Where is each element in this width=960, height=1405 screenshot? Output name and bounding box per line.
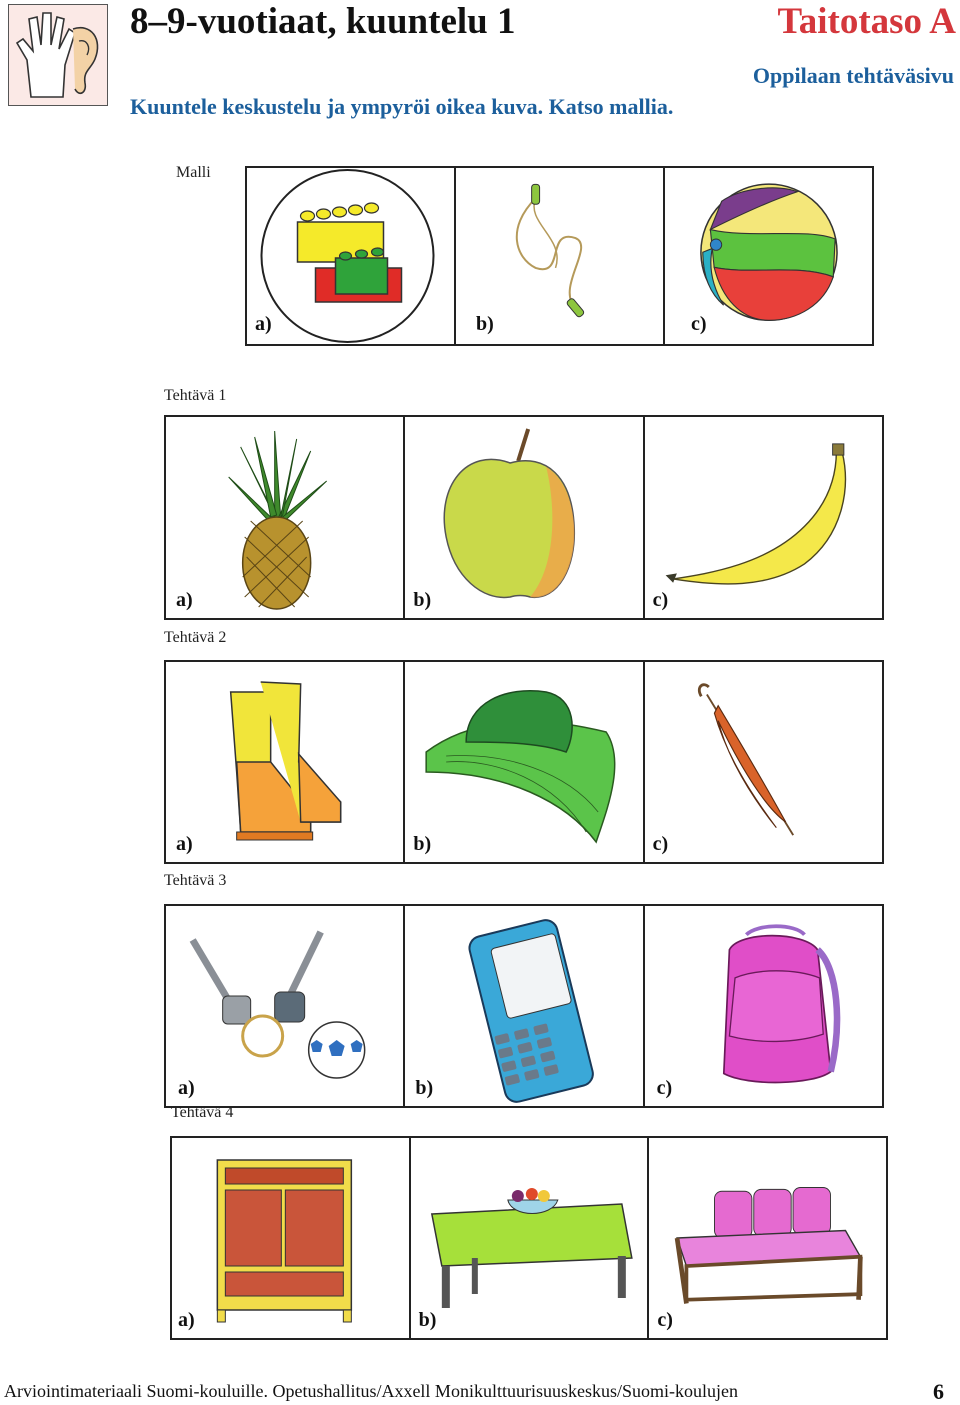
option-letter-c: c)	[657, 1309, 673, 1331]
option-letter-a: a)	[176, 833, 193, 855]
option-letter-c: c)	[652, 589, 669, 611]
option-letter-b: b)	[413, 833, 432, 855]
footer-credit: Arviointimateriaali Suomi-kouluille. Opetushallitus/Axxell Monikulttuurisuuskeskus/Suomi-koulujen	[4, 1381, 738, 1401]
task-instruction: Kuuntele keskustelu ja ympyröi oikea kuva. Katso mallia.	[130, 94, 674, 119]
task-1-grid	[164, 415, 884, 620]
option-a[interactable]	[166, 906, 405, 1106]
option-letter-b: b)	[418, 1309, 437, 1331]
section-label-tehtava-2: Tehtävä 2	[164, 629, 227, 646]
option-b[interactable]	[405, 906, 644, 1106]
option-letter-a: a)	[176, 589, 193, 611]
keys-keychain-icon	[166, 906, 403, 1106]
option-letter-a: a)	[255, 313, 272, 335]
option-a[interactable]	[247, 168, 456, 344]
mobile-phone-icon	[405, 906, 642, 1106]
option-c[interactable]	[649, 1138, 886, 1338]
example-grid	[245, 166, 874, 346]
section-label-tehtava-1: Tehtävä 1	[164, 387, 227, 404]
lego-blocks-icon	[247, 168, 454, 344]
banana-icon	[645, 417, 882, 618]
option-letter-c: c)	[656, 1077, 673, 1099]
umbrella-icon	[645, 662, 882, 862]
option-letter-b: b)	[413, 589, 432, 611]
page-subtitle: Oppilaan tehtäväsivu	[752, 63, 954, 88]
section-label-malli: Malli	[176, 164, 211, 181]
table-with-fruit-bowl-icon	[411, 1138, 648, 1338]
rubber-boots-icon	[166, 662, 403, 862]
option-letter-b: b)	[415, 1077, 434, 1099]
sofa-icon	[649, 1138, 886, 1338]
option-a[interactable]	[166, 662, 405, 862]
option-letter-a: a)	[178, 1309, 195, 1331]
option-b[interactable]	[405, 662, 644, 862]
sun-hat-icon	[405, 662, 642, 862]
option-letter-a: a)	[178, 1077, 195, 1099]
option-c[interactable]	[645, 417, 882, 618]
option-letter-c: c)	[652, 833, 669, 855]
section-label-tehtava-3: Tehtävä 3	[164, 872, 227, 889]
option-a[interactable]	[166, 417, 405, 618]
option-b[interactable]	[456, 168, 665, 344]
task-2-grid	[164, 660, 884, 864]
apple-icon	[405, 417, 642, 618]
listening-hand-ear-icon	[8, 4, 108, 106]
option-c[interactable]	[645, 662, 882, 862]
option-c[interactable]	[665, 168, 872, 344]
option-letter-c: c)	[691, 313, 707, 335]
section-label-tehtava-4: Tehtävä 4	[171, 1104, 234, 1121]
option-letter-b: b)	[476, 313, 494, 335]
page-number: 6	[933, 1379, 944, 1404]
task-4-grid	[170, 1136, 888, 1340]
skill-level-heading: Taitotaso A	[777, 1, 956, 42]
task-3-grid	[164, 904, 884, 1108]
pineapple-icon	[166, 417, 403, 618]
cabinet-icon	[172, 1138, 409, 1338]
backpack-icon	[645, 906, 882, 1106]
page-title: 8–9-vuotiaat, kuuntelu 1	[130, 1, 516, 42]
option-b[interactable]	[411, 1138, 650, 1338]
option-a[interactable]	[172, 1138, 411, 1338]
option-c[interactable]	[645, 906, 882, 1106]
option-b[interactable]	[405, 417, 644, 618]
